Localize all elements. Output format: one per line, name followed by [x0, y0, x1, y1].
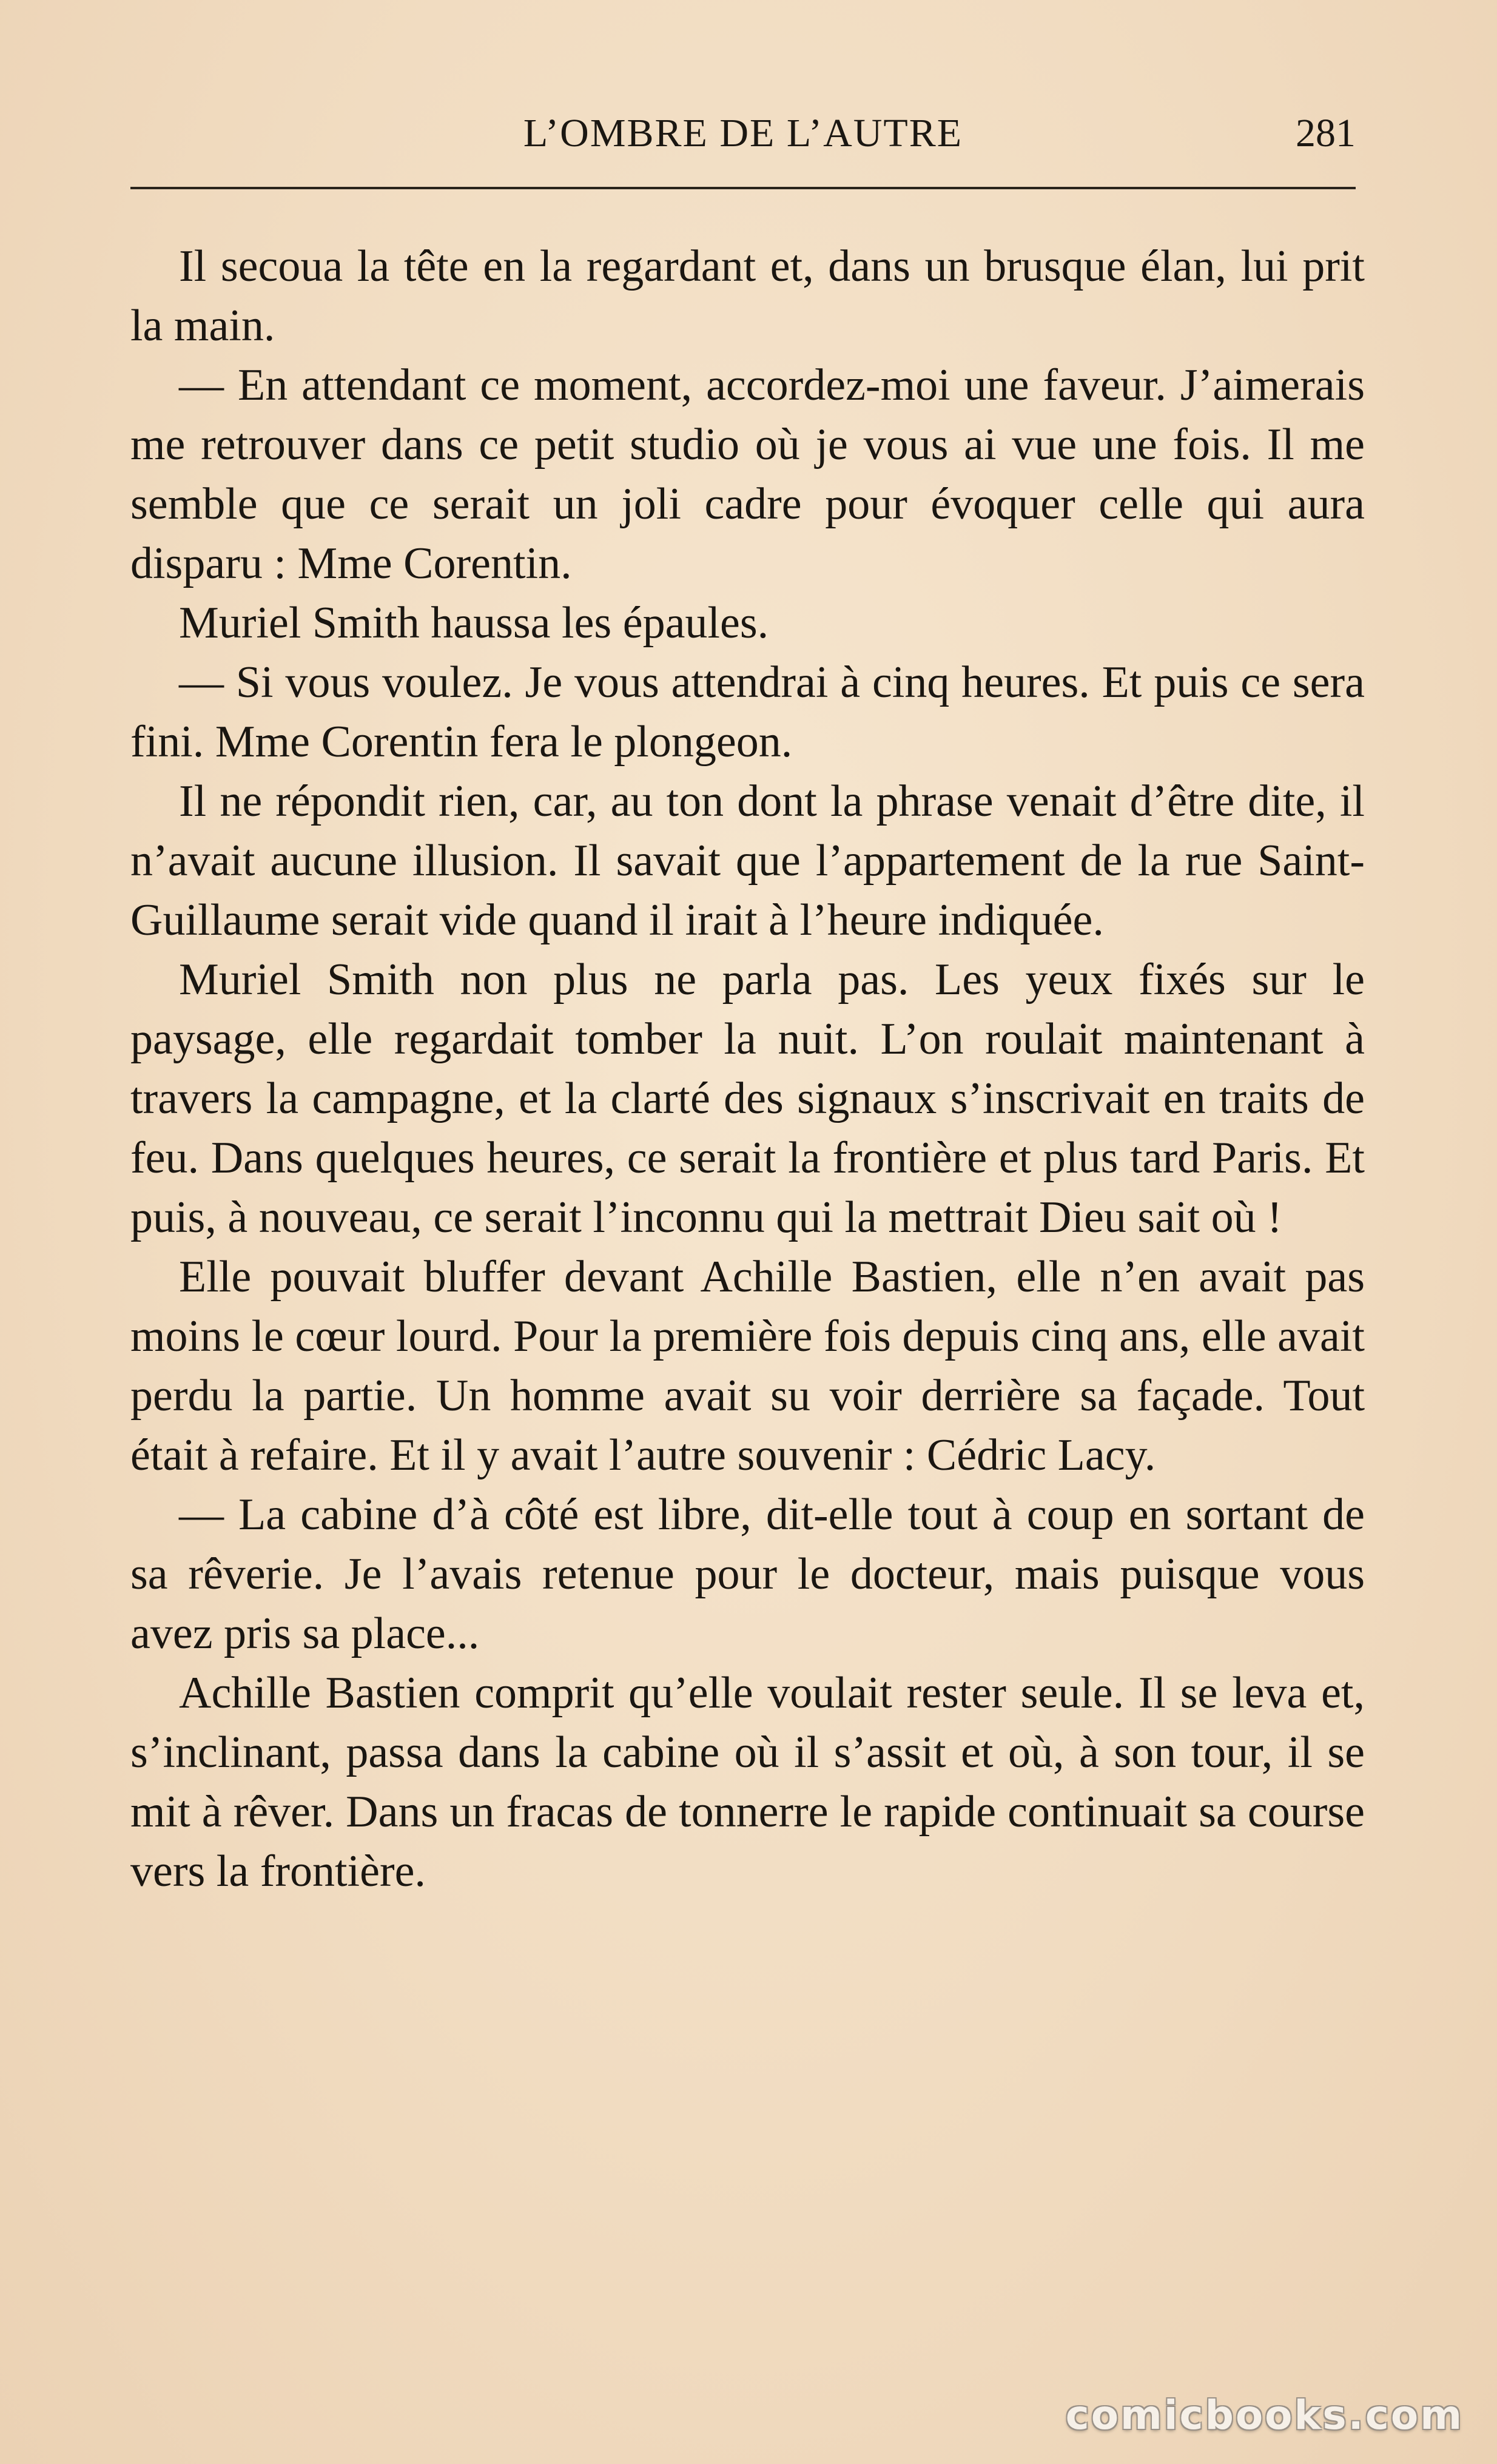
paragraph: — En attendant ce moment, accordez-moi une faveur. J’aimerais me retrouver dans ce petit studio où je vous ai vue une fois. Il me semble que ce serait un joli cadre pour évoquer celle qui aura disparu : Mme Corentin. — [130, 360, 1365, 588]
paragraph: Achille Bastien comprit qu’elle voulait rester seule. Il se leva et, s’inclinant, passa dans la cabine où il s’assit et où, à son tour, il se mit à rêver. Dans un fracas de tonnerre le rapide continuait sa course vers la frontière. — [130, 1668, 1365, 1896]
running-title: L’OMBRE DE L’AUTRE — [523, 111, 963, 155]
paragraph: Il ne répondit rien, car, au ton dont la phrase venait d’être dite, il n’avait aucune illusion. Il savait que l’appartement de la rue Saint-Guillaume serait vide quand il irait à l’heure indiquée. — [130, 776, 1365, 945]
page-number: 281 — [1296, 111, 1356, 155]
paragraph: — Si vous voulez. Je vous attendrai à cinq heures. Et puis ce sera fini. Mme Corentin fera le plongeon. — [130, 658, 1365, 767]
watermark: comicbooks.com — [1065, 2392, 1464, 2439]
paragraph: Muriel Smith non plus ne parla pas. Les yeux fixés sur le paysage, elle regardait tomber la nuit. L’on roulait maintenant à travers la campagne, et la clarté des signaux s’inscrivait en traits de feu. Dans quelques heures, ce serait la frontière et plus tard Paris. Et puis, à nouveau, ce serait l’inconnu qui la mettrait Dieu sait où ! — [130, 955, 1365, 1242]
running-head — [130, 103, 1356, 164]
header-rule — [130, 187, 1356, 189]
paragraph: Muriel Smith haussa les épaules. — [179, 598, 769, 648]
paragraph: Il secoua la tête en la regardant et, dans un brusque élan, lui prit la main. — [130, 241, 1365, 351]
body-text — [130, 237, 1365, 1901]
paragraph: Elle pouvait bluffer devant Achille Bastien, elle n’en avait pas moins le cœur lourd. Pour la première fois depuis cinq ans, elle avait perdu la partie. Un homme avait su voir derrière sa façade. Tout était à refaire. Et il y avait l’autre souvenir : Cédric Lacy. — [130, 1252, 1365, 1480]
paragraph: — La cabine d’à côté est libre, dit-elle tout à coup en sortant de sa rêverie. Je l’avais retenue pour le docteur, mais puisque vous avez pris sa place... — [130, 1490, 1365, 1658]
